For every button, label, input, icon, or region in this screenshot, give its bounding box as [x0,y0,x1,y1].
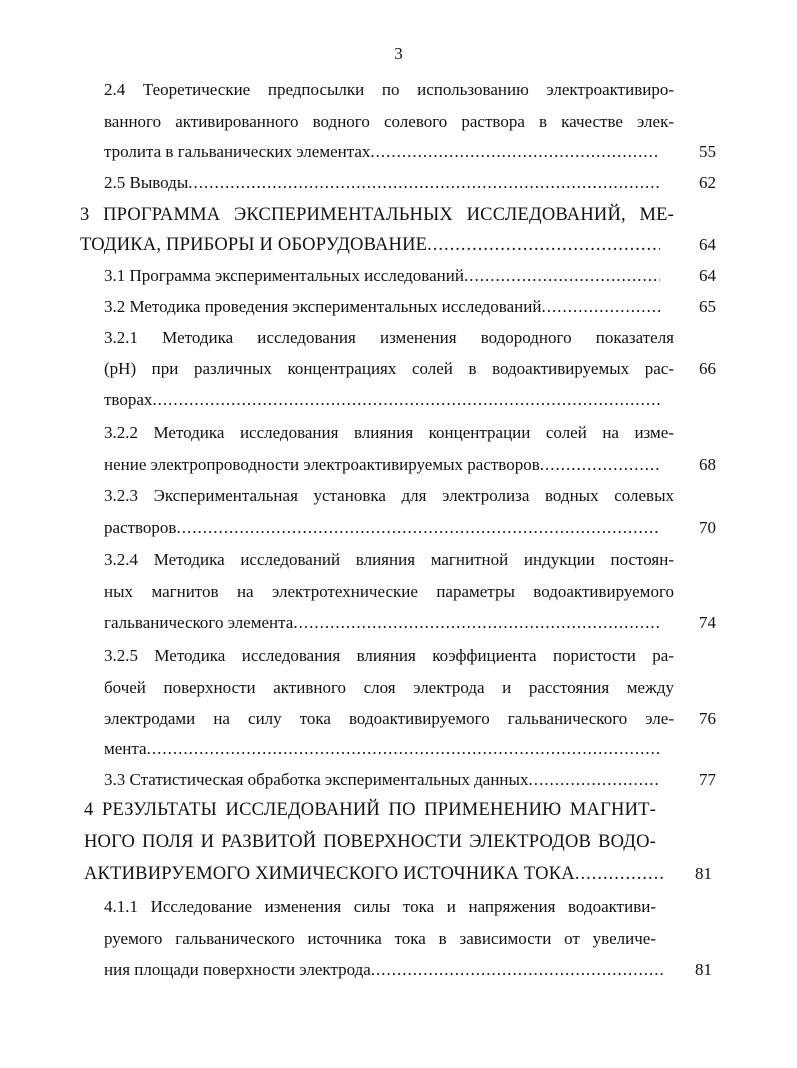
toc-line: 3.2.3 Экспериментальная установка для электролиза водных солевых [104,486,674,505]
toc-page-number: 81 [695,864,712,883]
toc-line: 3.2.5 Методика исследования влияния коэффициента пористости ра- [104,646,674,665]
toc-line-text: АКТИВИРУЕМОГО ХИМИЧЕСКОГО ИСТОЧНИКА ТОКА [84,864,575,884]
toc-page-number: 68 [699,455,716,474]
toc-line-text: 2.5 Выводы [104,173,189,192]
toc-line-leader [104,171,660,195]
toc-line-leader [104,264,660,288]
dot-leader [540,453,660,477]
page-number: 3 [394,44,403,63]
dot-leader [188,171,660,195]
toc-line: 4 РЕЗУЛЬТАТЫ ИССЛЕДОВАНИЙ ПО ПРИМЕНЕНИЮ МАГНИТ- [84,800,656,820]
toc-line: 3.2.1 Методика исследования изменения водородного показателя [104,328,674,347]
toc-line: ванного активированного водного солевого раствора в качестве элек- [104,112,674,131]
toc-line-leader [104,140,660,164]
toc-page-number: 66 [699,359,716,378]
toc-line: электродами на силу тока водоактивируемого гальванического эле- [104,709,674,728]
toc-line-text: 3.3 Статистическая обработка экспериментальных данных [104,770,529,789]
toc-page-number: 77 [699,770,716,789]
toc-line: руемого гальванического источника тока в зависимости от увеличе- [104,929,656,948]
toc-line-leader [80,233,660,257]
toc-page-number: 70 [699,518,716,537]
toc-line-leader [104,611,660,635]
dot-leader [152,388,660,412]
toc-page-number: 64 [699,266,716,285]
toc-line-text: 3.1 Программа экспериментальных исследований [104,266,464,285]
toc-line-leader [104,516,660,540]
toc-line-leader [104,737,660,761]
dot-leader [427,233,660,257]
dot-leader [370,140,660,164]
dot-leader [147,737,660,761]
toc-line-leader [104,768,660,792]
toc-line-text: творах [104,390,153,409]
toc-line-text: нение электропроводности электроактивируемых растворов [104,455,540,474]
toc-line: ных магнитов на электротехнические параметры водоактивируемого [104,582,674,601]
toc-line-leader [104,388,660,412]
toc-line-leader [104,295,660,319]
toc-page-number: 62 [699,173,716,192]
toc-line-leader [104,958,664,982]
toc-line: 3.2.4 Методика исследований влияния магнитной индукции постоян- [104,550,674,569]
toc-line-text: мента [104,739,147,758]
toc-line: бочей поверхности активного слоя электрода и расстояния между [104,678,674,697]
toc-page-number: 81 [695,960,712,979]
toc-line: НОГО ПОЛЯ И РАЗВИТОЙ ПОВЕРХНОСТИ ЭЛЕКТРОДОВ ВОДО- [84,832,656,852]
dot-leader [528,768,660,792]
dot-leader [541,295,660,319]
toc-line-text: ТОДИКА, ПРИБОРЫ И ОБОРУДОВАНИЕ [80,235,428,255]
toc-page-number: 74 [699,613,716,632]
dot-leader [575,862,664,886]
toc-line-text: тролита в гальванических элементах [104,142,371,161]
toc-line: 2.4 Теоретические предпосылки по использованию электроактивиро- [104,80,674,99]
dot-leader [176,516,660,540]
toc-line-text: 3.2 Методика проведения экспериментальных исследований [104,297,542,316]
toc-line: 3.2.2 Методика исследования влияния концентрации солей на изме- [104,423,674,442]
toc-line: (pH) при различных концентрациях солей в водоактивируемых рас- [104,359,674,378]
dot-leader [293,611,660,635]
dot-leader [464,264,660,288]
toc-line: 3 ПРОГРАММА ЭКСПЕРИМЕНТАЛЬНЫХ ИССЛЕДОВАНИЙ, МЕ- [80,205,674,225]
toc-page-number: 65 [699,297,716,316]
toc-page-number: 55 [699,142,716,161]
toc-page-number: 64 [699,235,716,254]
toc-line-leader [84,862,664,886]
toc-line-text: гальванического элемента [104,613,294,632]
toc-line-text: ния площади поверхности электрода [104,960,371,979]
toc-line-text: растворов [104,518,177,537]
toc-page-number: 76 [699,709,716,728]
toc-line: 4.1.1 Исследование изменения силы тока и напряжения водоактиви- [104,897,656,916]
toc-line-leader [104,453,660,477]
dot-leader [371,958,664,982]
